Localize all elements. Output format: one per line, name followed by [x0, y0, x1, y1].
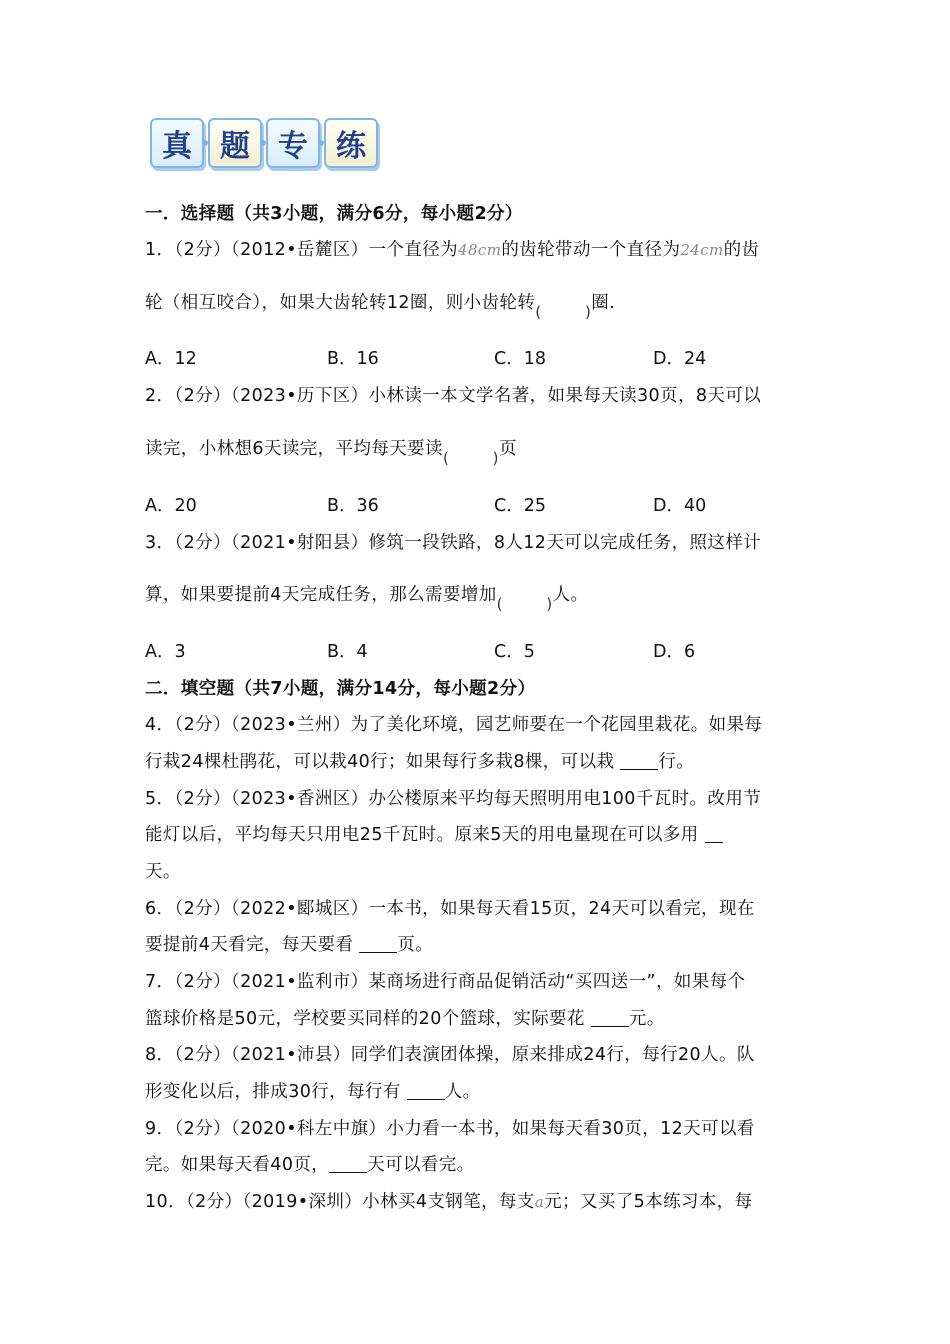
q1-math-24cm: 24cm	[680, 241, 724, 259]
answer-blank[interactable]	[620, 753, 658, 770]
q7-text: 元。	[628, 1009, 665, 1029]
question-9-line-1: 9．（2分）（2020•科左中旗）小力看一本书，如果每天看30页，12天可以看	[145, 1119, 755, 1139]
q1-text: 圈.	[591, 293, 616, 313]
q9-text: 完。如果每天看40页，	[145, 1155, 330, 1175]
question-8-line-2	[145, 1080, 825, 1104]
q5-text: 能灯以后，平均每天只用电25千瓦时。原来5天的用电量现在可以多用	[145, 825, 705, 845]
question-4-line-1: 4．（2分）（2023•兰州）为了美化环境，园艺师要在一个花园里栽花。如果每	[145, 715, 763, 735]
question-5-line-2	[145, 823, 825, 847]
question-1-line-2: 轮（相互咬合），如果大齿轮转12圈，则小齿轮转 ( ) 圈.	[145, 293, 616, 321]
q6-text: 页。	[397, 935, 434, 955]
question-7-line-2	[145, 1007, 825, 1031]
q10-math-a: a	[534, 1193, 545, 1211]
answer-blank[interactable]	[407, 1083, 445, 1100]
q6-text: 要提前4天看完，每天要看	[145, 935, 360, 955]
question-6-line-1: 6．（2分）（2022•郾城区）一本书，如果每天看15页，24天可以看完，现在	[145, 899, 755, 919]
q2-text: 页	[498, 439, 517, 459]
banner-char: 题	[208, 118, 262, 168]
section-heading-fill: 二．填空题（共7小题，满分14分，每小题2分）	[145, 679, 536, 699]
question-2-line-2: 读完，小林想6天读完，平均每天要读 ( ) 页	[145, 439, 517, 467]
answer-blank[interactable]	[359, 936, 397, 953]
question-7-line-1: 7．（2分）（2021•监利市）某商场进行商品促销活动“买四送一”，如果每个	[145, 972, 746, 992]
banner-char: 练	[324, 118, 378, 168]
question-3-line-2: 算，如果要提前4天完成任务，那么需要增加 ( ) 人。	[145, 585, 589, 613]
option-a[interactable]: A．20	[145, 496, 197, 516]
option-b[interactable]: B．16	[327, 349, 379, 369]
question-5-line-3: 天。	[145, 862, 181, 882]
option-c[interactable]: C．25	[494, 496, 546, 516]
answer-blank[interactable]	[591, 1010, 629, 1027]
option-a[interactable]: A．12	[145, 349, 197, 369]
section-heading-choice: 一．选择题（共3小题，满分6分，每小题2分）	[145, 204, 523, 224]
question-6-line-2	[145, 933, 825, 957]
option-d[interactable]: D．6	[653, 642, 696, 662]
q8-text: 形变化以后，排成30行，每行有	[145, 1082, 407, 1102]
question-1-line-1	[145, 238, 825, 262]
q8-text: 人。	[444, 1082, 481, 1102]
question-5-line-1: 5．（2分）（2023•香洲区）办公楼原来平均每天照明用电100千瓦时。改用节	[145, 789, 762, 809]
option-d[interactable]: D．40	[653, 496, 707, 516]
answer-blank[interactable]	[329, 1156, 367, 1173]
option-c[interactable]: C．5	[494, 642, 535, 662]
banner-char: 真	[150, 118, 204, 168]
question-8-line-1: 8．（2分）（2021•沛县）同学们表演团体操，原来排成24行，每行20人。队	[145, 1045, 755, 1065]
q1-text: 的齿轮带动一个直径为	[501, 240, 681, 260]
option-a[interactable]: A．3	[145, 642, 186, 662]
q4-text: 行栽24棵杜鹃花，可以栽40行；如果每行多栽8棵，可以栽	[145, 752, 621, 772]
option-b[interactable]: B．36	[327, 496, 379, 516]
q1-text: 轮（相互咬合），如果大齿轮转12圈，则小齿轮转	[145, 293, 536, 313]
q9-text: 天可以看完。	[367, 1155, 475, 1175]
q7-text: 篮球价格是50元，学校要买同样的20个篮球，实际要花	[145, 1009, 591, 1029]
question-2-line-1: 2．（2分）（2023•历下区）小林读一本文学名著，如果每天读30页，8天可以	[145, 386, 762, 406]
answer-blank[interactable]	[705, 826, 723, 843]
banner-char: 专	[266, 118, 320, 168]
q3-text: 算，如果要提前4天完成任务，那么需要增加	[145, 585, 497, 605]
q2-text: 读完，小林想6天读完，平均每天要读	[145, 439, 443, 459]
question-9-line-2	[145, 1153, 825, 1177]
q10-text: 10．（2分）（2019•深圳）小林买4支钢笔，每支	[145, 1192, 535, 1212]
question-10-line-1	[145, 1190, 825, 1214]
option-c[interactable]: C．18	[494, 349, 546, 369]
question-3-line-1: 3．（2分）（2021•射阳县）修筑一段铁路，8人12天可以完成任务，照这样计	[145, 533, 762, 553]
q1-math-48cm: 48cm	[458, 241, 502, 259]
q4-text: 行。	[658, 752, 695, 772]
title-banner	[150, 118, 378, 168]
option-d[interactable]: D．24	[653, 349, 707, 369]
q3-text: 人。	[552, 585, 589, 605]
q1-text: 的齿	[723, 240, 760, 260]
option-b[interactable]: B．4	[327, 642, 368, 662]
question-4-line-2	[145, 750, 825, 774]
q1-text: 1．（2分）（2012•岳麓区）一个直径为	[145, 240, 459, 260]
q10-text: 元；又买了5本练习本，每	[544, 1192, 753, 1212]
